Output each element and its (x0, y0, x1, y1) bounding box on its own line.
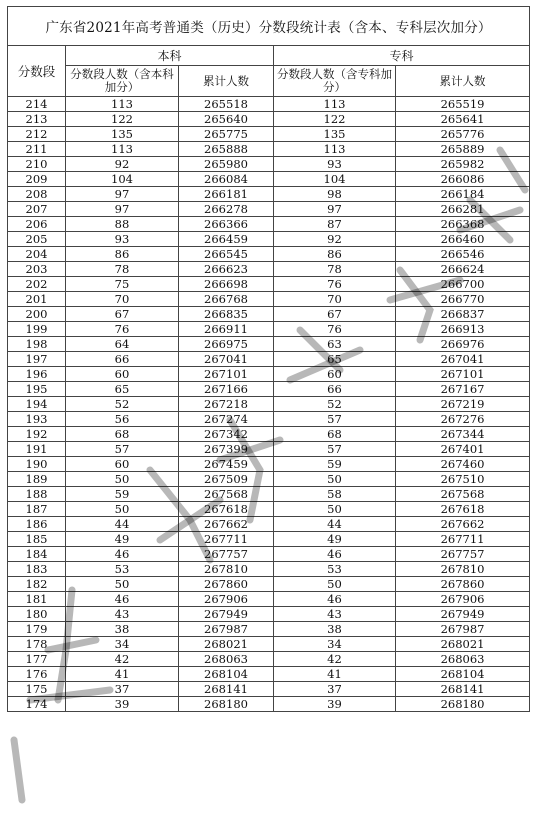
zhuanke-cumulative-cell: 267618 (396, 502, 530, 517)
benke-count-cell: 50 (66, 502, 179, 517)
score-cell: 175 (8, 682, 66, 697)
benke-cumulative-cell: 266835 (179, 307, 274, 322)
zhuanke-count-cell: 78 (274, 262, 396, 277)
zhuanke-count-cell: 34 (274, 637, 396, 652)
table-row (8, 142, 530, 157)
zhuanke-count-cell: 92 (274, 232, 396, 247)
benke-count-cell: 49 (66, 532, 179, 547)
zhuanke-count-cell: 57 (274, 412, 396, 427)
score-cell: 184 (8, 547, 66, 562)
score-cell: 205 (8, 232, 66, 247)
zhuanke-count-cell: 43 (274, 607, 396, 622)
zhuanke-cumulative-cell: 266546 (396, 247, 530, 262)
benke-count-cell: 60 (66, 367, 179, 382)
table-row (8, 472, 530, 487)
zhuanke-count-cell: 38 (274, 622, 396, 637)
benke-count-cell: 44 (66, 517, 179, 532)
benke-count-cell: 97 (66, 202, 179, 217)
zhuanke-cumulative-cell: 266913 (396, 322, 530, 337)
score-cell: 181 (8, 592, 66, 607)
zhuanke-cumulative-cell: 267510 (396, 472, 530, 487)
zhuanke-cumulative-cell: 267401 (396, 442, 530, 457)
benke-cumulative-cell: 267618 (179, 502, 274, 517)
zhuanke-count-cell: 76 (274, 277, 396, 292)
score-cell: 200 (8, 307, 66, 322)
benke-count-cell: 92 (66, 157, 179, 172)
benke-count-cell: 64 (66, 337, 179, 352)
score-cell: 201 (8, 292, 66, 307)
zhuanke-count-cell: 50 (274, 502, 396, 517)
zhuanke-cumulative-cell: 267906 (396, 592, 530, 607)
zhuanke-cumulative-cell: 266086 (396, 172, 530, 187)
table-row (8, 397, 530, 412)
zhuanke-count-cell: 57 (274, 442, 396, 457)
zhuanke-count-cell: 86 (274, 247, 396, 262)
zhuanke-cumulative-cell: 267860 (396, 577, 530, 592)
table-row (8, 97, 530, 112)
benke-cumulative-cell: 265888 (179, 142, 274, 157)
table-row (8, 442, 530, 457)
benke-cumulative-cell: 266698 (179, 277, 274, 292)
zhuanke-cumulative-cell: 265776 (396, 127, 530, 142)
table-row (8, 337, 530, 352)
score-cell: 204 (8, 247, 66, 262)
zhuanke-count-cell: 50 (274, 472, 396, 487)
benke-count-cell: 43 (66, 607, 179, 622)
benke-cumulative-cell: 266181 (179, 187, 274, 202)
table-row (8, 412, 530, 427)
benke-count-cell: 50 (66, 472, 179, 487)
table-row (8, 322, 530, 337)
zhuanke-count-cell: 63 (274, 337, 396, 352)
score-cell: 212 (8, 127, 66, 142)
benke-count-cell: 76 (66, 322, 179, 337)
table-row (8, 652, 530, 667)
benke-count-cell: 38 (66, 622, 179, 637)
benke-count-cell: 66 (66, 352, 179, 367)
score-cell: 190 (8, 457, 66, 472)
zhuanke-cumulative-cell: 266184 (396, 187, 530, 202)
table-row (8, 202, 530, 217)
zhuanke-cumulative-cell: 265641 (396, 112, 530, 127)
benke-cumulative-cell: 267166 (179, 382, 274, 397)
score-cell: 207 (8, 202, 66, 217)
benke-cumulative-cell: 266366 (179, 217, 274, 232)
score-cell: 199 (8, 322, 66, 337)
zhuanke-count-cell: 59 (274, 457, 396, 472)
benke-count-cell: 46 (66, 547, 179, 562)
zhuanke-count-cell: 50 (274, 577, 396, 592)
zhuanke-count-cell: 68 (274, 427, 396, 442)
score-cell: 189 (8, 472, 66, 487)
benke-cumulative-cell: 266768 (179, 292, 274, 307)
zhuanke-cumulative-cell: 266624 (396, 262, 530, 277)
score-cell: 213 (8, 112, 66, 127)
zhuanke-cumulative-cell: 267711 (396, 532, 530, 547)
table-row (8, 682, 530, 697)
table-row (8, 262, 530, 277)
zhuanke-count-cell: 46 (274, 592, 396, 607)
table-row (8, 487, 530, 502)
score-cell: 176 (8, 667, 66, 682)
benke-count-cell: 70 (66, 292, 179, 307)
benke-group-header: 本科 (66, 46, 274, 66)
score-cell: 183 (8, 562, 66, 577)
benke-cumulative-header: 累计人数 (179, 66, 274, 97)
table-row (8, 637, 530, 652)
table-row (8, 532, 530, 547)
zhuanke-count-cell: 53 (274, 562, 396, 577)
zhuanke-cumulative-cell: 266770 (396, 292, 530, 307)
score-cell: 178 (8, 637, 66, 652)
score-cell: 187 (8, 502, 66, 517)
benke-count-cell: 52 (66, 397, 179, 412)
benke-cumulative-cell: 265640 (179, 112, 274, 127)
benke-cumulative-cell: 265980 (179, 157, 274, 172)
table-body (8, 97, 530, 712)
score-cell: 214 (8, 97, 66, 112)
table-row (8, 292, 530, 307)
zhuanke-count-cell: 97 (274, 202, 396, 217)
score-cell: 179 (8, 622, 66, 637)
score-cell: 197 (8, 352, 66, 367)
table-row (8, 307, 530, 322)
table-row (8, 247, 530, 262)
zhuanke-count-cell: 135 (274, 127, 396, 142)
benke-cumulative-cell: 265518 (179, 97, 274, 112)
zhuanke-cumulative-cell: 268063 (396, 652, 530, 667)
zhuanke-cumulative-cell: 267662 (396, 517, 530, 532)
benke-count-cell: 60 (66, 457, 179, 472)
benke-count-cell: 122 (66, 112, 179, 127)
benke-count-cell: 75 (66, 277, 179, 292)
benke-cumulative-cell: 267810 (179, 562, 274, 577)
zhuanke-count-cell: 122 (274, 112, 396, 127)
benke-count-cell: 104 (66, 172, 179, 187)
table-row (8, 577, 530, 592)
zhuanke-cumulative-cell: 266281 (396, 202, 530, 217)
table-row (8, 277, 530, 292)
benke-cumulative-cell: 267711 (179, 532, 274, 547)
zhuanke-count-cell: 113 (274, 97, 396, 112)
zhuanke-count-cell: 41 (274, 667, 396, 682)
benke-cumulative-cell: 268141 (179, 682, 274, 697)
table-row (8, 502, 530, 517)
table-row (8, 217, 530, 232)
zhuanke-count-cell: 49 (274, 532, 396, 547)
table-row (8, 607, 530, 622)
benke-cumulative-cell: 266545 (179, 247, 274, 262)
zhuanke-count-cell: 58 (274, 487, 396, 502)
table-row (8, 112, 530, 127)
benke-count-cell: 88 (66, 217, 179, 232)
zhuanke-cumulative-cell: 266837 (396, 307, 530, 322)
benke-cumulative-cell: 267274 (179, 412, 274, 427)
benke-count-cell: 39 (66, 697, 179, 712)
table-row (8, 172, 530, 187)
zhuanke-count-cell: 76 (274, 322, 396, 337)
zhuanke-cumulative-cell: 267041 (396, 352, 530, 367)
score-cell: 180 (8, 607, 66, 622)
benke-cumulative-cell: 267949 (179, 607, 274, 622)
benke-cumulative-cell: 267987 (179, 622, 274, 637)
benke-cumulative-cell: 267757 (179, 547, 274, 562)
benke-cumulative-cell: 267342 (179, 427, 274, 442)
benke-count-header: 分数段人数（含本科加分） (66, 66, 179, 97)
score-column-header: 分数段 (8, 46, 66, 97)
benke-count-cell: 113 (66, 142, 179, 157)
benke-cumulative-cell: 268063 (179, 652, 274, 667)
score-cell: 185 (8, 532, 66, 547)
benke-cumulative-cell: 266084 (179, 172, 274, 187)
benke-count-cell: 93 (66, 232, 179, 247)
table-row (8, 457, 530, 472)
benke-cumulative-cell: 268021 (179, 637, 274, 652)
score-cell: 177 (8, 652, 66, 667)
zhuanke-cumulative-cell: 266368 (396, 217, 530, 232)
zhuanke-count-cell: 60 (274, 367, 396, 382)
score-cell: 209 (8, 172, 66, 187)
zhuanke-count-cell: 93 (274, 157, 396, 172)
table-row (8, 517, 530, 532)
zhuanke-count-cell: 44 (274, 517, 396, 532)
table-row (8, 697, 530, 712)
zhuanke-cumulative-cell: 268180 (396, 697, 530, 712)
zhuanke-count-cell: 37 (274, 682, 396, 697)
score-table (7, 6, 530, 712)
zhuanke-cumulative-cell: 265519 (396, 97, 530, 112)
benke-count-cell: 135 (66, 127, 179, 142)
table-row (8, 352, 530, 367)
score-cell: 186 (8, 517, 66, 532)
benke-count-cell: 50 (66, 577, 179, 592)
zhuanke-count-cell: 113 (274, 142, 396, 157)
zhuanke-cumulative-cell: 267568 (396, 487, 530, 502)
score-cell: 206 (8, 217, 66, 232)
benke-cumulative-cell: 265775 (179, 127, 274, 142)
score-cell: 198 (8, 337, 66, 352)
zhuanke-count-cell: 42 (274, 652, 396, 667)
score-cell: 192 (8, 427, 66, 442)
benke-cumulative-cell: 267509 (179, 472, 274, 487)
table-row (8, 382, 530, 397)
benke-cumulative-cell: 266911 (179, 322, 274, 337)
benke-count-cell: 78 (66, 262, 179, 277)
score-cell: 174 (8, 697, 66, 712)
score-cell: 194 (8, 397, 66, 412)
table-title: 广东省2021年高考普通类（历史）分数段统计表（含本、专科层次加分） (8, 7, 530, 46)
zhuanke-cumulative-cell: 267219 (396, 397, 530, 412)
zhuanke-cumulative-cell: 267949 (396, 607, 530, 622)
zhuanke-cumulative-cell: 267757 (396, 547, 530, 562)
benke-count-cell: 65 (66, 382, 179, 397)
zhuanke-cumulative-cell: 265982 (396, 157, 530, 172)
benke-cumulative-cell: 267101 (179, 367, 274, 382)
benke-cumulative-cell: 267459 (179, 457, 274, 472)
zhuanke-cumulative-cell: 266976 (396, 337, 530, 352)
benke-count-cell: 59 (66, 487, 179, 502)
zhuanke-count-cell: 66 (274, 382, 396, 397)
benke-cumulative-cell: 267218 (179, 397, 274, 412)
benke-count-cell: 56 (66, 412, 179, 427)
benke-cumulative-cell: 268180 (179, 697, 274, 712)
score-cell: 211 (8, 142, 66, 157)
benke-count-cell: 41 (66, 667, 179, 682)
score-cell: 203 (8, 262, 66, 277)
benke-cumulative-cell: 267041 (179, 352, 274, 367)
benke-count-cell: 57 (66, 442, 179, 457)
zhuanke-count-cell: 52 (274, 397, 396, 412)
score-cell: 191 (8, 442, 66, 457)
benke-cumulative-cell: 266623 (179, 262, 274, 277)
zhuanke-cumulative-cell: 267167 (396, 382, 530, 397)
score-cell: 188 (8, 487, 66, 502)
table-row (8, 547, 530, 562)
zhuanke-count-cell: 70 (274, 292, 396, 307)
table-row (8, 157, 530, 172)
zhuanke-cumulative-cell: 267276 (396, 412, 530, 427)
benke-count-cell: 37 (66, 682, 179, 697)
table-row (8, 187, 530, 202)
zhuanke-count-cell: 39 (274, 697, 396, 712)
table-row (8, 427, 530, 442)
benke-count-cell: 42 (66, 652, 179, 667)
score-distribution-sheet (7, 6, 529, 712)
zhuanke-count-cell: 65 (274, 352, 396, 367)
zhuanke-cumulative-cell: 268141 (396, 682, 530, 697)
benke-cumulative-cell: 268104 (179, 667, 274, 682)
benke-count-cell: 53 (66, 562, 179, 577)
score-cell: 208 (8, 187, 66, 202)
zhuanke-cumulative-cell: 266700 (396, 277, 530, 292)
zhuanke-cumulative-cell: 268021 (396, 637, 530, 652)
zhuanke-count-cell: 46 (274, 547, 396, 562)
zhuanke-cumulative-cell: 267987 (396, 622, 530, 637)
zhuanke-count-cell: 67 (274, 307, 396, 322)
benke-cumulative-cell: 266459 (179, 232, 274, 247)
score-cell: 195 (8, 382, 66, 397)
benke-count-cell: 97 (66, 187, 179, 202)
benke-count-cell: 68 (66, 427, 179, 442)
table-row (8, 127, 530, 142)
zhuanke-cumulative-cell: 266460 (396, 232, 530, 247)
table-row (8, 367, 530, 382)
table-row (8, 622, 530, 637)
score-cell: 210 (8, 157, 66, 172)
zhuanke-count-header: 分数段人数（含专科加分） (274, 66, 396, 97)
benke-count-cell: 46 (66, 592, 179, 607)
table-row (8, 562, 530, 577)
zhuanke-count-cell: 104 (274, 172, 396, 187)
benke-cumulative-cell: 267860 (179, 577, 274, 592)
table-row (8, 232, 530, 247)
zhuanke-cumulative-cell: 267101 (396, 367, 530, 382)
benke-count-cell: 34 (66, 637, 179, 652)
table-row (8, 667, 530, 682)
table-row (8, 592, 530, 607)
benke-count-cell: 113 (66, 97, 179, 112)
zhuanke-count-cell: 98 (274, 187, 396, 202)
zhuanke-cumulative-cell: 267344 (396, 427, 530, 442)
score-cell: 202 (8, 277, 66, 292)
zhuanke-group-header: 专科 (274, 46, 530, 66)
benke-count-cell: 86 (66, 247, 179, 262)
zhuanke-cumulative-header: 累计人数 (396, 66, 530, 97)
zhuanke-cumulative-cell: 267460 (396, 457, 530, 472)
score-cell: 182 (8, 577, 66, 592)
benke-count-cell: 67 (66, 307, 179, 322)
zhuanke-cumulative-cell: 268104 (396, 667, 530, 682)
benke-cumulative-cell: 266975 (179, 337, 274, 352)
score-cell: 196 (8, 367, 66, 382)
benke-cumulative-cell: 266278 (179, 202, 274, 217)
benke-cumulative-cell: 267399 (179, 442, 274, 457)
zhuanke-cumulative-cell: 267810 (396, 562, 530, 577)
zhuanke-cumulative-cell: 265889 (396, 142, 530, 157)
zhuanke-count-cell: 87 (274, 217, 396, 232)
benke-cumulative-cell: 267906 (179, 592, 274, 607)
score-cell: 193 (8, 412, 66, 427)
benke-cumulative-cell: 267568 (179, 487, 274, 502)
benke-cumulative-cell: 267662 (179, 517, 274, 532)
